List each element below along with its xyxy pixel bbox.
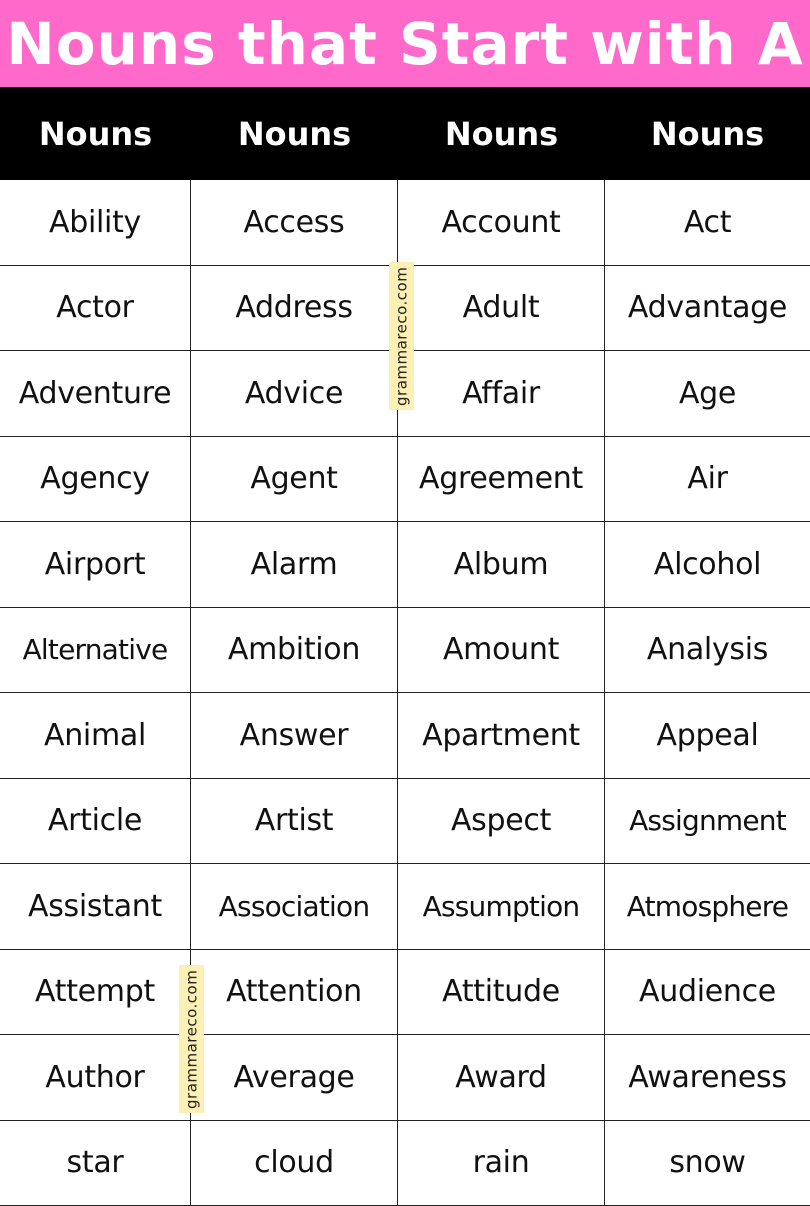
column-header: Nouns	[605, 87, 810, 180]
table-cell: Awareness	[605, 1035, 810, 1121]
table-cell: Analysis	[605, 608, 810, 694]
table-cell: Assumption	[398, 864, 605, 950]
table-cell: Attitude	[398, 950, 605, 1036]
table-cell: Advice	[191, 351, 398, 437]
table-cell: star	[0, 1121, 191, 1206]
table-cell: Adult	[398, 266, 605, 352]
table-cell: Age	[605, 351, 810, 437]
page-title: Nouns that Start with A	[6, 10, 803, 78]
table-cell: Aspect	[398, 779, 605, 865]
table-cell: Adventure	[0, 351, 191, 437]
table-cell: Assistant	[0, 864, 191, 950]
table-cell: snow	[605, 1121, 810, 1206]
column-header: Nouns	[0, 87, 191, 180]
table-cell: Artist	[191, 779, 398, 865]
table-cell: Access	[191, 180, 398, 266]
table-cell: Alcohol	[605, 522, 810, 608]
table-cell: Advantage	[605, 266, 810, 352]
table-cell: Agency	[0, 437, 191, 523]
column-header: Nouns	[398, 87, 605, 180]
table-cell: Appeal	[605, 693, 810, 779]
table-cell: Agent	[191, 437, 398, 523]
table-cell: Atmosphere	[605, 864, 810, 950]
table-cell: Address	[191, 266, 398, 352]
table-cell: Award	[398, 1035, 605, 1121]
table-cell: Affair	[398, 351, 605, 437]
table-cell: Assignment	[605, 779, 810, 865]
table-cell: Audience	[605, 950, 810, 1036]
table-cell: Apartment	[398, 693, 605, 779]
table-cell: Author	[0, 1035, 191, 1121]
table-cell: Account	[398, 180, 605, 266]
table-cell: rain	[398, 1121, 605, 1206]
table-cell: Alternative	[0, 608, 191, 694]
table-cell: Agreement	[398, 437, 605, 523]
title-banner	[0, 0, 810, 87]
table-cell: Ambition	[191, 608, 398, 694]
table-cell: Amount	[398, 608, 605, 694]
table-cell: Animal	[0, 693, 191, 779]
table-cell: Album	[398, 522, 605, 608]
watermark-label: grammareco.com	[389, 262, 414, 410]
table-cell: Association	[191, 864, 398, 950]
table-cell: Article	[0, 779, 191, 865]
table-cell: Airport	[0, 522, 191, 608]
table-cell: Average	[191, 1035, 398, 1121]
table-cell: Actor	[0, 266, 191, 352]
table-cell: cloud	[191, 1121, 398, 1206]
table-cell: Attempt	[0, 950, 191, 1036]
table-cell: Attention	[191, 950, 398, 1036]
watermark-label: grammareco.com	[179, 965, 204, 1113]
column-header: Nouns	[191, 87, 398, 180]
table-cell: Answer	[191, 693, 398, 779]
table-cell: Ability	[0, 180, 191, 266]
table-cell: Act	[605, 180, 810, 266]
table-cell: Air	[605, 437, 810, 523]
table-cell: Alarm	[191, 522, 398, 608]
table-header	[0, 87, 810, 180]
